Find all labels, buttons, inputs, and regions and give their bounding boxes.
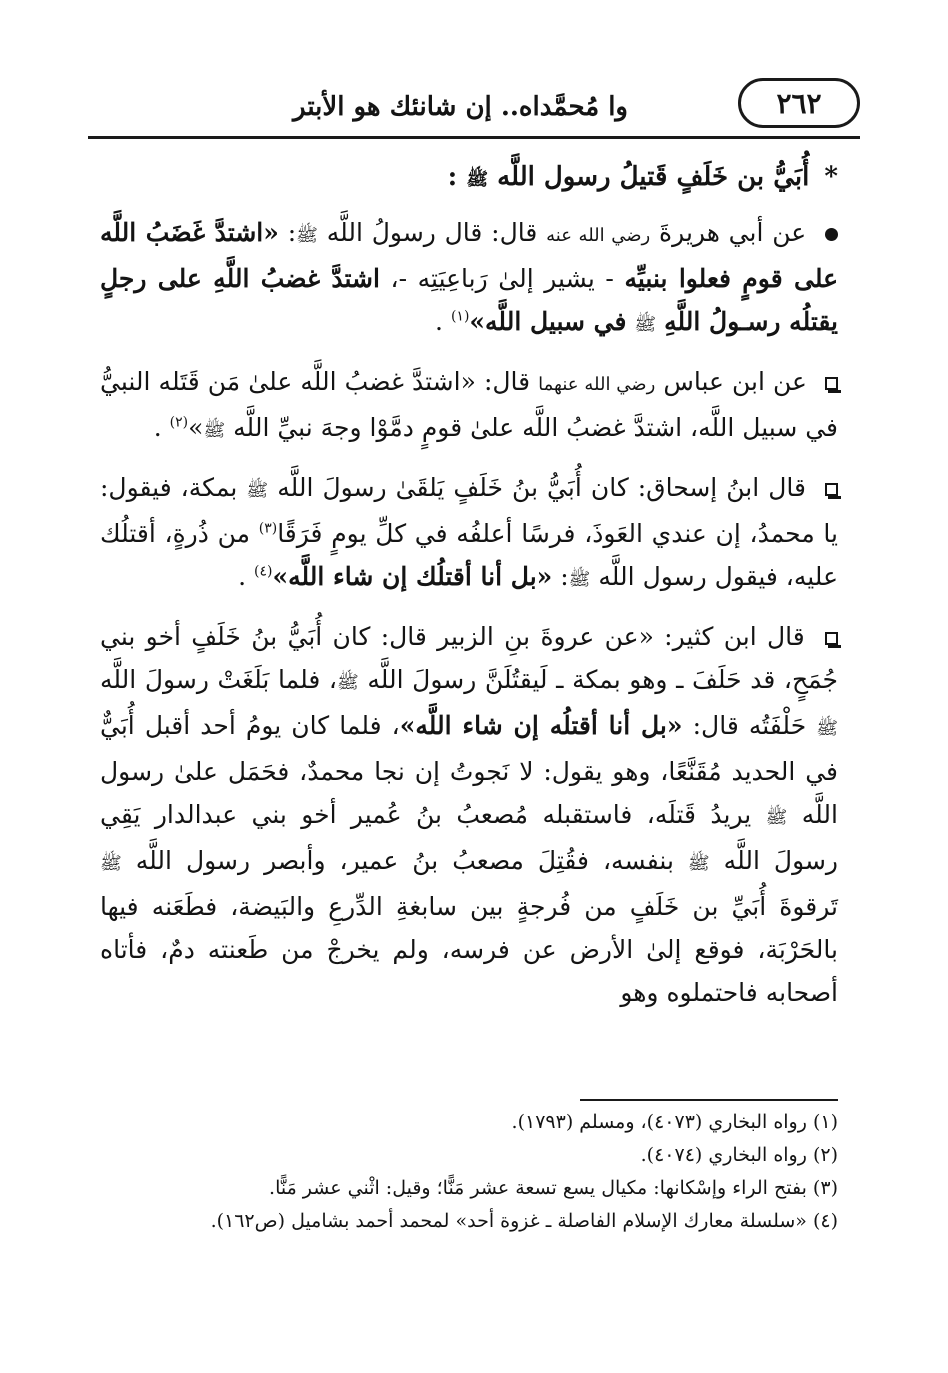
salutation-mark: ﷺ: [687, 853, 710, 874]
p2-end: .: [153, 413, 162, 442]
p1-quote2: اشتدَّ غضبُ اللَّهِ على رجلٍ يقتلُه رسـولُ اللَّهِ: [100, 264, 838, 336]
paragraph-abu-hurayra: [100, 211, 838, 346]
footnote-ref-2: (٢): [169, 414, 189, 431]
p4-text7: تَرقوةَ أُبَيِّ بن خَلَفٍ من فُرجةٍ بين سابغةِ الدِّرعِ والبَيضة، فطَعَنه فيها بالحَرْبَة، فوقع إلىٰ الأرض عن فرسه، ولم يخرجْ من طَعنته دمٌ، فأتاه أصحابه فاحتملوه وهو: [100, 892, 838, 1007]
p4-text1: قال ابن كثير: «عن عروةَ بنِ الزبير قال: كان أُبَيُّ بنُ خَلَفٍ أخو بني جُمَحٍ، قد حَلَفَ ـ وهو بمكة ـ لَيقتُلَنَّ رسولَ اللَّه: [100, 622, 838, 694]
salutation-mark: ﷺ: [568, 569, 591, 590]
p3-text2: بمكة، فيقول: يا محمدُ، إن عندي العَوذَ، فرسًا أعلفُه في كلِّ يومٍ فَرَقًا: [100, 473, 838, 548]
paragraph-ibn-abbas: [100, 360, 838, 452]
page-header: [88, 78, 860, 140]
header-rule: [88, 136, 860, 139]
p4-text6: بنفسه، فقُتِلَ مصعبُ بنُ عمير، وأبصر رسول اللَّه: [135, 846, 674, 875]
p4-text2: ، فلما بَلَغَتْ رسولَ اللَّه: [100, 665, 337, 694]
running-title: وا مُحمَّداه.. إن شانئك هو الأبتر: [292, 92, 628, 122]
salutation-mark: ﷺ: [634, 314, 657, 335]
salutation-mark: ﷺ: [296, 225, 318, 246]
p3-end: .: [238, 562, 247, 591]
page-number: ٢٦٢: [776, 86, 822, 120]
p4-text4: ، فلما كان يومُ أحد أقبل أُبَيٌّ في الحديد مُقَنَّعًا، وهو يقول: لا نَجوتُ إن نجا محمدٌ، فحَمَل علىٰ رسول اللَّه: [100, 711, 838, 829]
p1-end: .: [435, 307, 443, 336]
p1-colon: :: [287, 218, 297, 247]
paragraph-ibn-kathir: [100, 615, 838, 1014]
heading-colon: :: [447, 162, 458, 192]
box-marker-icon: [825, 632, 838, 645]
p3-colon: :: [560, 562, 569, 591]
p4-quote: «بل أنا أقتلُه إن شاء اللَّه»: [399, 711, 683, 740]
footnote-rule: [580, 1099, 838, 1101]
p2-quote-close: »: [188, 413, 204, 442]
main-text: [100, 156, 838, 1028]
salutation-mark: ﷺ: [203, 420, 226, 441]
p3-quote: «بل أنا أقتلُك إن شاء اللَّه»: [272, 562, 553, 591]
box-marker-icon: [825, 483, 838, 496]
paragraph-ibn-ishaq: [100, 466, 838, 601]
box-marker-icon: [825, 377, 838, 390]
companion-honorific: رضي الله عنه: [546, 225, 651, 246]
p2-quote: «اشتدَّ غضبُ اللَّه علىٰ مَن قَتَله النبيُّ في سبيل اللَّه، اشتدَّ غضبُ اللَّه علىٰ قومٍ دمَّوْا وجهَ نبيِّ اللَّه: [100, 367, 838, 442]
p1-quote3: في سبيل اللَّه»: [469, 307, 627, 336]
page-number-badge: [738, 78, 860, 128]
p2-intro: عن ابن عباس: [663, 367, 807, 396]
footnote-2: (٢) رواه البخاري (٤٠٧٤).: [640, 1144, 838, 1166]
p1-aside: - يشير إلىٰ رَباعِيَتِه -،: [390, 264, 614, 293]
p3-text1: قال ابنُ إسحاق: كان أُبَيُّ بنُ خَلَفٍ يَلقَىٰ رسولَ اللَّه: [277, 473, 806, 502]
footnotes: [100, 1106, 838, 1238]
salutation-mark: ﷺ: [100, 853, 122, 874]
footnote-ref-1: (١): [450, 308, 470, 325]
p3-text3: من ذُرةٍ، أقتلُك عليه، فيقول رسول اللَّه: [100, 519, 838, 591]
p2-intro2: قال:: [483, 367, 531, 396]
p1-intro: عن أبي هريرةَ: [659, 218, 807, 247]
salutation-mark: ﷺ: [765, 807, 788, 828]
star-marker: *: [824, 162, 838, 192]
p4-text5: يريدُ قَتلَه، فاستقبله مُصعبُ بنُ عُمير أخو بني عبدالدار يَقِي رسولَ اللَّه: [100, 800, 839, 875]
footnote-3: (٣) بفتح الراء وإسْكانها: مكيال يسع تسعة عشر مَنًّا؛ وقيل: اثْني عشر مَنًّا.: [269, 1177, 838, 1199]
footnote-ref-3: (٣): [258, 520, 278, 537]
salutation-mark: ﷺ: [466, 169, 489, 190]
salutation-mark: ﷺ: [246, 480, 269, 501]
section-heading: [100, 156, 838, 201]
footnote-4: (٤) «سلسلة معارك الإسلام الفاصلة ـ غزوة أحد» لمحمد أحمد بشاميل (ص١٦٢).: [210, 1210, 838, 1232]
companion-honorific: رضي الله عنهما: [538, 374, 656, 395]
p1-intro2: قال: قال رسولُ اللَّه: [326, 218, 538, 247]
p4-text3: حَلْفَتُه قال:: [692, 711, 807, 740]
salutation-mark: ﷺ: [816, 718, 838, 739]
section-heading-text: أُبَيُّ بن خَلَفٍ قَتيلُ رسول اللَّه: [497, 162, 810, 192]
footnote-ref-4: (٤): [253, 563, 273, 580]
bullet-icon: [825, 228, 838, 241]
footnote-1: (١) رواه البخاري (٤٠٧٣)، ومسلم (١٧٩٣).: [511, 1111, 838, 1133]
salutation-mark: ﷺ: [336, 672, 359, 693]
p1-quote1: «اشتدَّ غَضَبُ اللَّه على قومٍ فعلوا بنبيِّه: [100, 218, 839, 293]
